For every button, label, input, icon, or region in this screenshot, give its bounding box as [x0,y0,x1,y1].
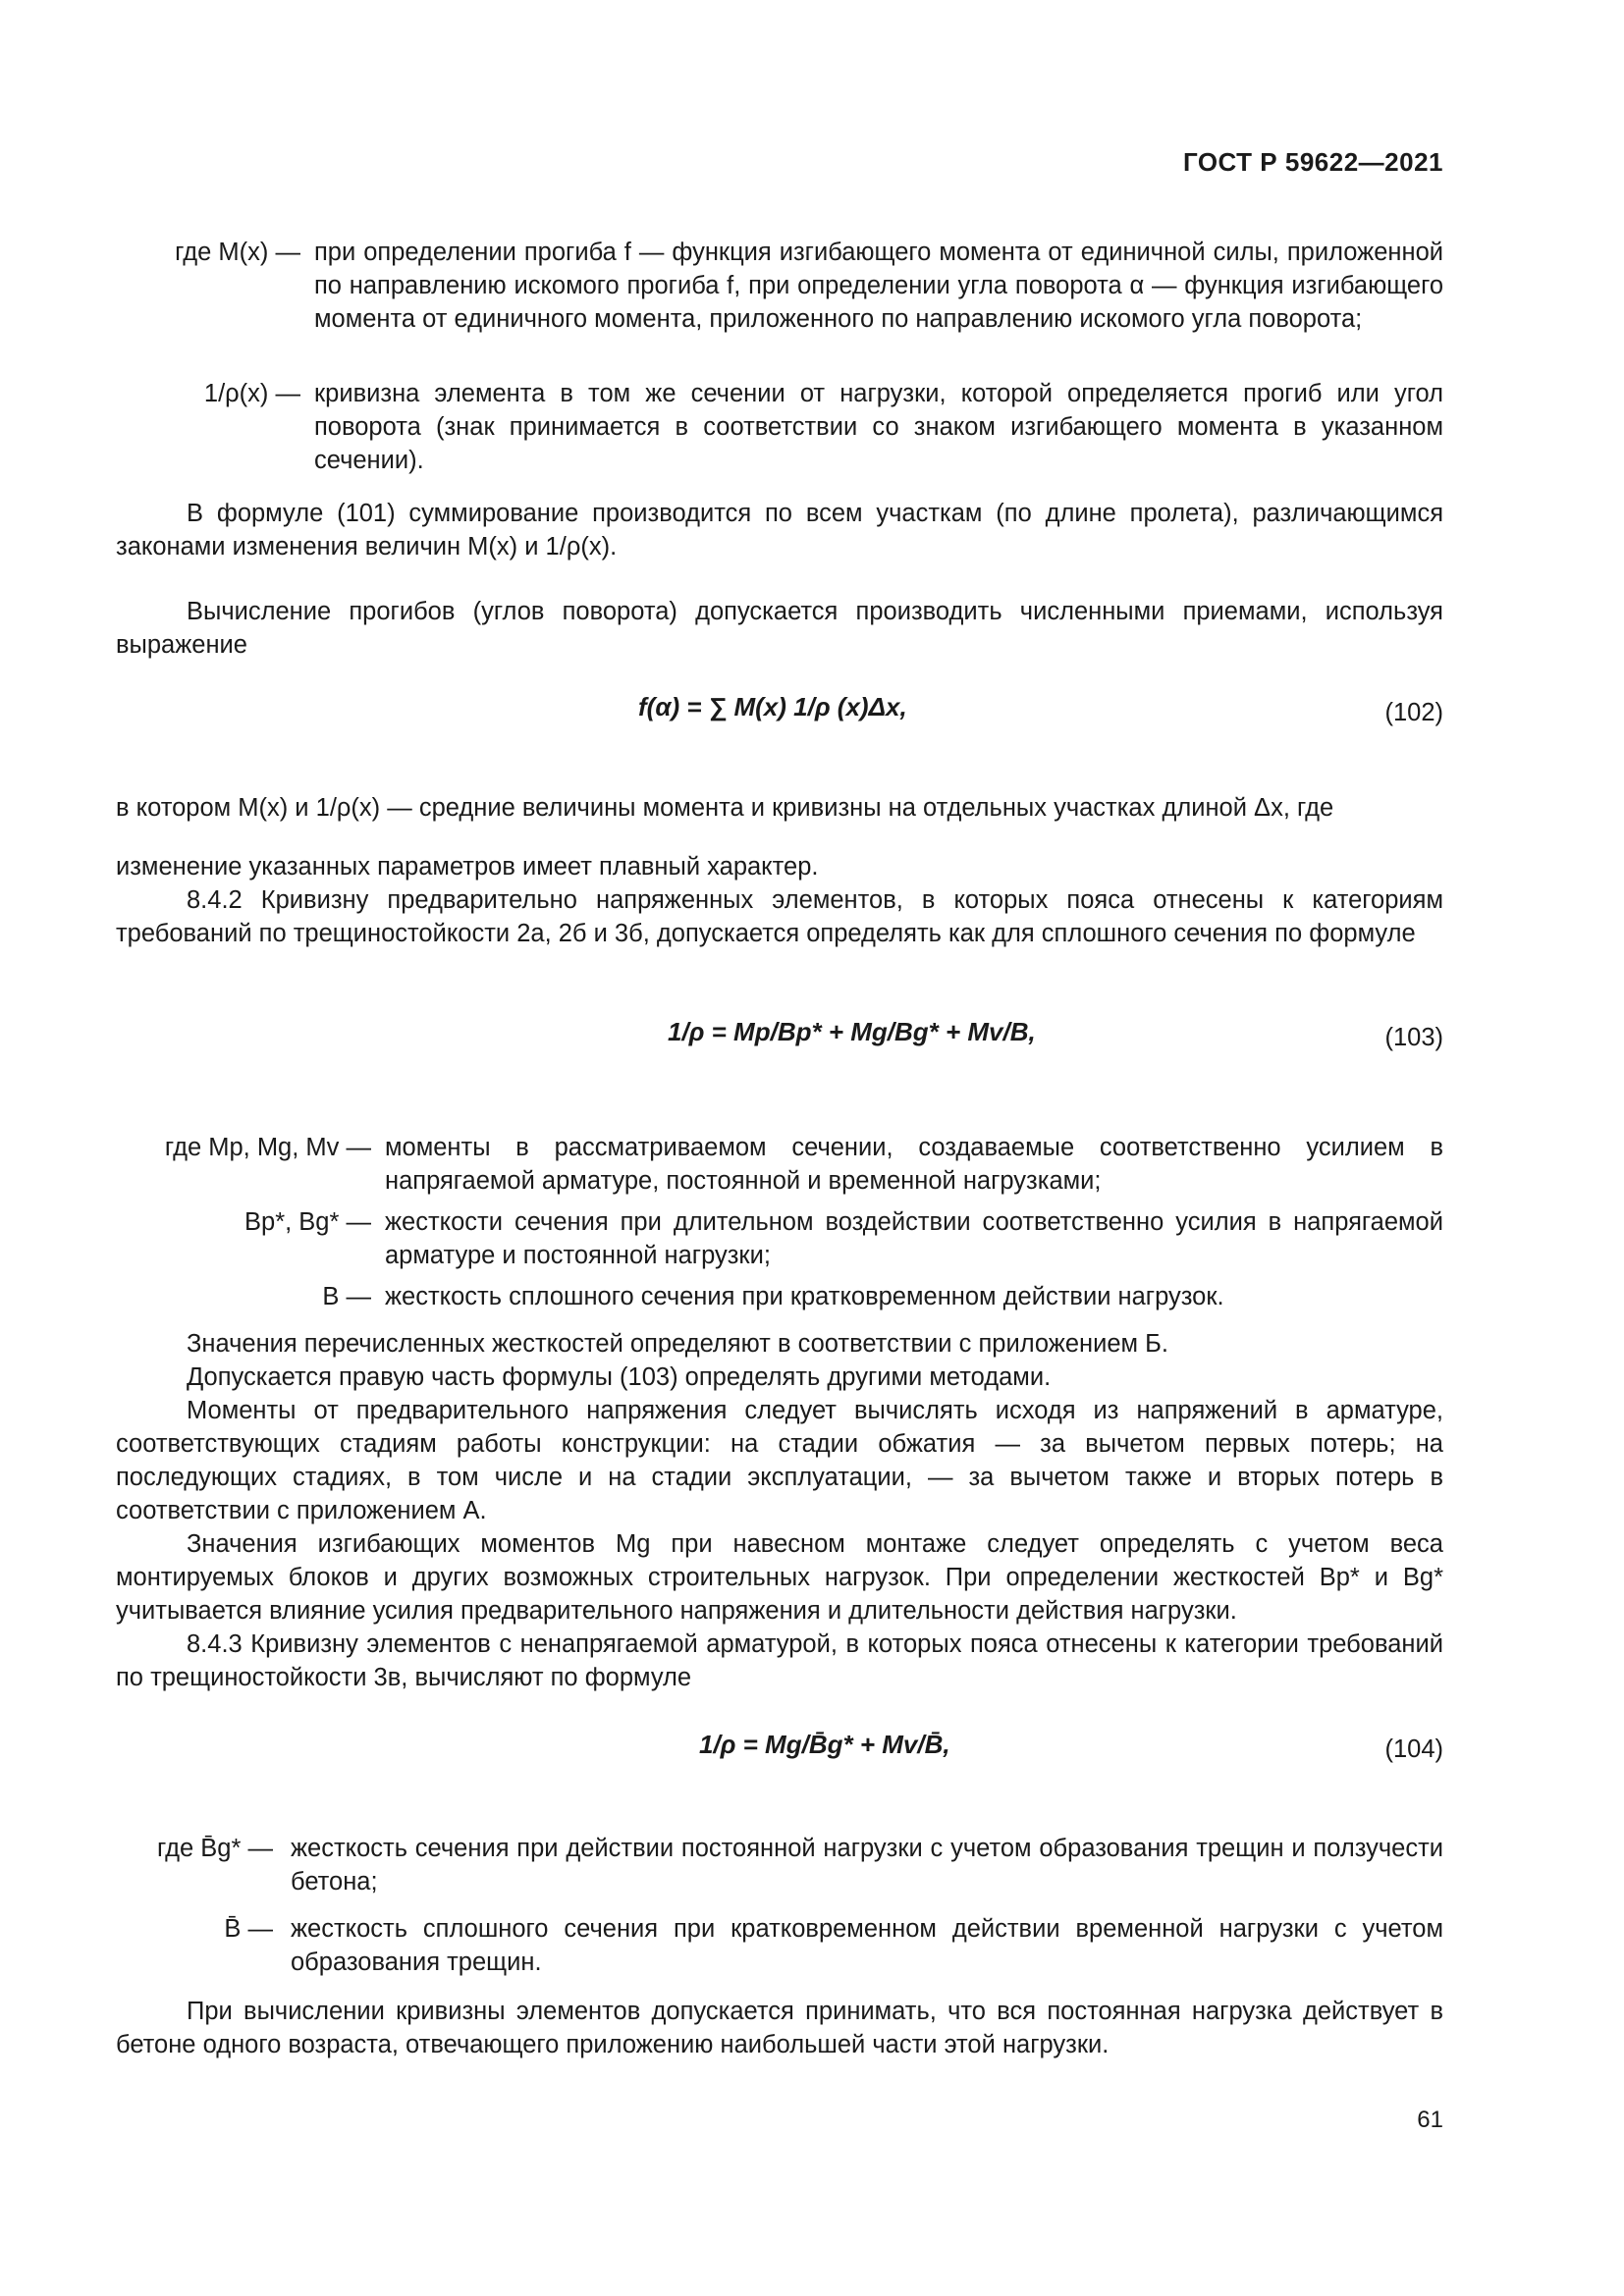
page-number: 61 [1417,2107,1443,2133]
definition-text-b: жесткость сплошного сечения при кратковременном действии нагрузок. [385,1283,1224,1310]
paragraph-8-4-2: 8.4.2 Кривизну предварительно напряженных элементов, в которых пояса отнесены к категориям требований по трещиностойкости 2а, 2б и 3б, допускается определять как для сплошного сечения по формуле [116,886,1443,947]
paragraph-8-4-3: 8.4.3 Кривизну элементов с ненапрягаемой арматурой, в которых пояса отнесены к категории требований по трещиностойкости 3в, вычисляют по формуле [116,1630,1443,1691]
paragraph-summation: В формуле (101) суммирование производится по всем участкам (по длине пролета), различающимся законами изменения величин M(x) и 1/ρ(x). [116,500,1443,561]
paragraph-smooth-change: изменение указанных параметров имеет плавный характер. [116,853,819,881]
definition-label-curvature: 1/ρ(x) — [203,380,300,407]
definition-text-bg: жесткость сечения при действии постоянной нагрузки с учетом образования трещин и ползучести бетона; [291,1835,1443,1896]
definition-text-m: при определении прогиба f — функция изгибающего момента от единичной силы, приложенной по направлению искомого прогиба f, при определении угла поворота α — функция изгибающего момента от единичного момента, приложенного по направлению искомого угла поворота; [314,239,1443,333]
definition-label-m: где M(x) — [175,239,300,266]
formula-102: f(α) = ∑ M(x) 1/ρ (x)Δx, [638,692,907,721]
formula-103: 1/ρ = Mp/Bp* + Mg/Bg* + Mv/B, [668,1017,1036,1046]
formula-103-number: (103) [1384,1024,1443,1051]
definition-label-b: B — [322,1283,371,1310]
paragraph-other-methods: Допускается правую часть формулы (103) определять другими методами. [187,1363,1052,1391]
definition-label-bg: где B̄g* — [157,1835,273,1862]
definition-label-bbar: B̄ — [224,1915,273,1943]
definition-text-bbar: жесткость сплошного сечения при кратковременном действии временной нагрузки с учетом образования трещин. [291,1915,1443,1976]
formula-102-number: (102) [1384,699,1443,726]
document-header: ГОСТ Р 59622—2021 [1182,147,1443,177]
definition-text-moments: моменты в рассматриваемом сечении, создаваемые соответственно усилием в напрягаемой арматуре, постоянной и временной нагрузками; [385,1134,1443,1195]
definition-text-stiffness: жесткости сечения при длительном воздействии соответственно усилия в напрягаемой арматуре и постоянной нагрузки; [385,1208,1443,1269]
paragraph-prestress-moments: Моменты от предварительного напряжения следует вычислять исходя из напряжений в арматуре, соответствующих стадиям работы конструкции: на стадии обжатия — за вычетом первых потерь; на последующих стадиях, в том числе и на стадии эксплуатации, — за вычетом также и вторых потерь в соответствии с приложением А. [116,1397,1443,1524]
paragraph-concrete-age: При вычислении кривизны элементов допускается принимать, что вся постоянная нагрузка действует в бетоне одного возраста, отвечающего приложению наибольшей части этой нагрузки. [116,1998,1443,2058]
formula-104-number: (104) [1384,1735,1443,1763]
definition-text-curvature: кривизна элемента в том же сечении от нагрузки, которой определяется прогиб или угол поворота (знак принимается в соответствии со знаком изгибающего момента в указанном сечении). [314,380,1443,474]
paragraph-appendix-b: Значения перечисленных жесткостей определяют в соответствии с приложением Б. [187,1330,1168,1358]
definition-label-moments: где Mp, Mg, Mv — [164,1134,371,1161]
paragraph-average-values: в котором M(x) и 1/ρ(x) — средние величины момента и кривизны на отдельных участках длиной Δx, где [116,794,1334,822]
formula-104: 1/ρ = Mg/B̄g* + Mv/B̄, [699,1730,950,1759]
definition-label-stiffness: Bp*, Bg* — [244,1208,371,1236]
paragraph-bending-moments: Значения изгибающих моментов Mg при навесном монтаже следует определять с учетом веса монтируемых блоков и других возможных строительных нагрузок. При определении жесткостей Bp* и Bg* учитывается влияние усилия предварительного напряжения и длительности действия нагрузки. [116,1530,1443,1625]
paragraph-numeric-methods: Вычисление прогибов (углов поворота) допускается производить численными приемами, используя выражение [116,598,1443,659]
